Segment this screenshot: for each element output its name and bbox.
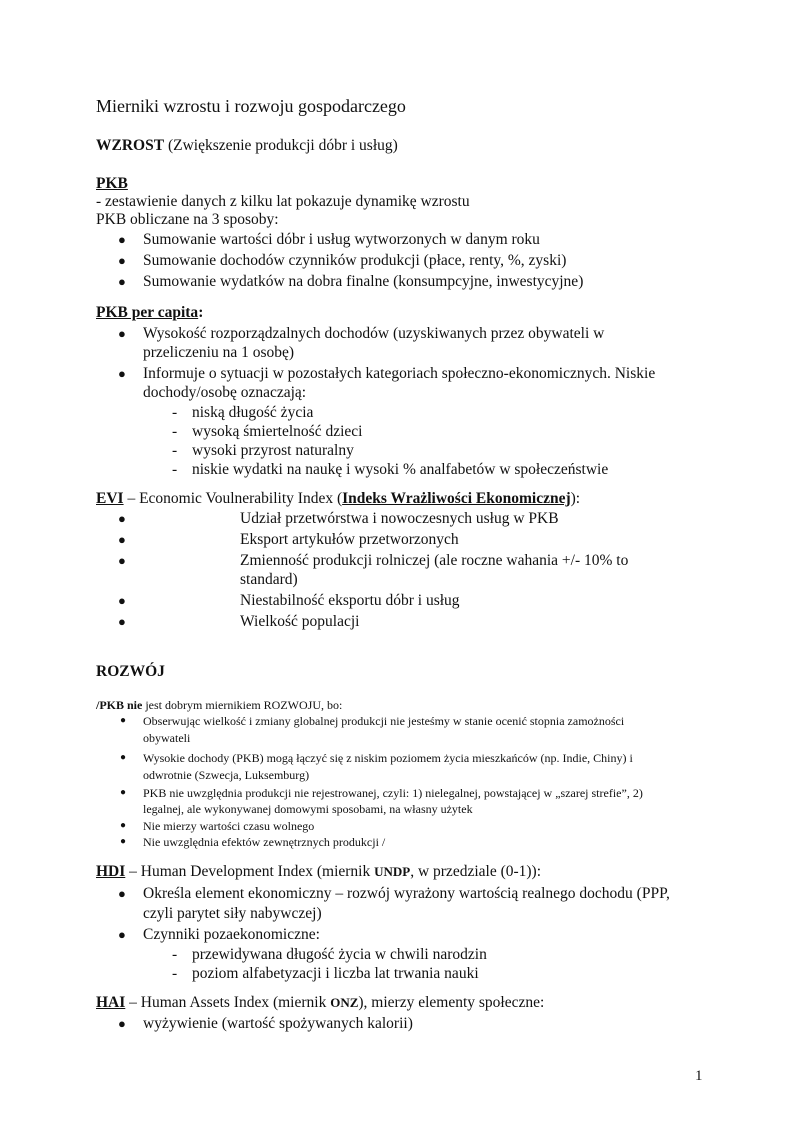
dash-bullet: - <box>172 461 178 478</box>
hdi-undp: UNDP <box>374 864 411 879</box>
bullet-icon: ● <box>120 820 127 831</box>
pkb-pc-item2-line2: dochody/osobę oznaczają: <box>143 384 307 401</box>
bullet-icon: ● <box>120 836 127 847</box>
hdi-item2: Czynniki pozaekonomiczne: <box>143 926 320 943</box>
dash-bullet: - <box>172 946 178 963</box>
rozwoj-b3-line2: legalnej, ale wykonywanej domowymi sposobami, na własny użytek <box>143 802 473 816</box>
dash-bullet: - <box>172 423 178 440</box>
bullet-icon: ● <box>118 593 126 608</box>
hai-desc1: – Human Assets Index (miernik <box>125 994 331 1011</box>
evi-item: Eksport artykułów przetworzonych <box>240 531 459 548</box>
bullet-icon: ● <box>118 366 126 381</box>
hdi-heading <box>96 862 541 882</box>
wzrost-label: WZROST <box>96 137 165 154</box>
bullet-icon: ● <box>118 927 126 942</box>
pkb-pc-subitem: niskie wydatki na naukę i wysoki % analfabetów w społeczeństwie <box>192 461 609 478</box>
hdi-abbr: HDI <box>96 863 126 880</box>
bullet-icon: ● <box>118 274 126 289</box>
rozwoj-b2-line2: odwrotnie (Szwecja, Luksemburg) <box>143 768 310 782</box>
pkb-pc-item1-line1: Wysokość rozporządzalnych dochodów (uzyskiwanych przez obywateli w <box>143 325 605 342</box>
hdi-desc2: , w przedziale (0-1)): <box>410 863 542 880</box>
rozwoj-b3-line1: PKB nie uwzględnia produkcji nie rejestrowanej, czyli: 1) nielegalnej, powstającej w „szarej strefie”, 2) <box>143 786 643 800</box>
bullet-icon: ● <box>118 232 126 247</box>
evi-item-continued: standard) <box>240 571 298 588</box>
bullet-icon: ● <box>118 532 126 547</box>
pkb-pc-subitem: wysoki przyrost naturalny <box>192 442 354 459</box>
pkb-line1: - zestawienie danych z kilku lat pokazuje dynamikę wzrostu <box>96 193 470 210</box>
rozwoj-b2-line1: Wysokie dochody (PKB) mogą łączyć się z niskim poziomem życia mieszkańców (np. Indie, Chiny) i <box>143 751 633 765</box>
wzrost-desc: (Zwiększenie produkcji dóbr i usług) <box>164 137 398 154</box>
hai-desc2: ), mierzy elementy społeczne: <box>358 994 545 1011</box>
pkb-per-capita-colon: : <box>198 304 204 321</box>
hai-heading <box>96 993 544 1013</box>
pkb-heading: PKB <box>96 175 128 192</box>
bullet-icon: ● <box>118 614 126 629</box>
bullet-icon: ● <box>118 253 126 268</box>
dash-bullet: - <box>172 965 178 982</box>
dash-bullet: - <box>172 404 178 421</box>
hdi-item1-line1: Określa element ekonomiczny – rozwój wyrażony wartością realnego dochodu (PPP, <box>143 885 670 902</box>
bullet-icon: ● <box>118 553 126 568</box>
evi-pl-name: Indeks Wrażliwości Ekonomicznej <box>342 490 571 507</box>
pkb-pc-subitem: wysoką śmiertelność dzieci <box>192 423 363 440</box>
bullet-icon: ● <box>118 326 126 341</box>
evi-item: Udział przetwórstwa i nowoczesnych usług w PKB <box>240 510 559 527</box>
bullet-icon: ● <box>120 752 127 763</box>
rozwoj-b1-line2: obywateli <box>143 731 191 745</box>
wzrost-line <box>96 136 398 156</box>
rozwoj-intro <box>96 697 342 713</box>
hdi-desc1: – Human Development Index (miernik <box>125 863 375 880</box>
rozwoj-b4: Nie mierzy wartości czasu wolnego <box>143 819 315 833</box>
pkb-per-capita-label: PKB per capita <box>96 304 199 321</box>
rozwoj-heading: ROZWÓJ <box>96 663 165 680</box>
evi-item: Zmienność produkcji rolniczej (ale roczne wahania +/- 10% to <box>240 552 629 569</box>
rozwoj-intro-bold: /PKB nie <box>96 698 143 712</box>
rozwoj-b1-line1: Obserwując wielkość i zmiany globalnej produkcji nie jesteśmy w stanie ocenić stopnia zamożności <box>143 714 625 728</box>
pkb-item: Sumowanie wartości dóbr i usług wytworzonych w danym roku <box>143 231 540 248</box>
page-number: 1 <box>695 1068 703 1084</box>
rozwoj-intro-rest: jest dobrym miernikiem ROZWOJU, bo: <box>142 698 343 712</box>
hai-abbr: HAI <box>96 994 126 1011</box>
evi-abbr: EVI <box>96 490 124 507</box>
hdi-subitem: przewidywana długość życia w chwili narodzin <box>192 946 487 963</box>
pkb-pc-item1-line2: przeliczeniu na 1 osobę) <box>143 344 295 361</box>
pkb-line2: PKB obliczane na 3 sposoby: <box>96 211 279 228</box>
bullet-icon: ● <box>120 787 127 798</box>
hai-onz: ONZ <box>330 995 359 1010</box>
hdi-subitem: poziom alfabetyzacji i liczba lat trwania nauki <box>192 965 479 982</box>
evi-heading <box>96 489 580 509</box>
pkb-item: Sumowanie wydatków na dobra finalne (konsumpcyjne, inwestycyjne) <box>143 273 584 290</box>
hdi-item1-line2: czyli parytet siły nabywczej) <box>143 905 322 922</box>
page-title: Mierniki wzrostu i rozwoju gospodarczego <box>96 96 406 116</box>
bullet-icon: ● <box>120 715 127 726</box>
evi-item: Niestabilność eksportu dóbr i usług <box>240 592 460 609</box>
pkb-item: Sumowanie dochodów czynników produkcji (płace, renty, %, zyski) <box>143 252 567 269</box>
pkb-per-capita-heading <box>96 303 203 323</box>
dash-bullet: - <box>172 442 178 459</box>
rozwoj-b5: Nie uwzględnia efektów zewnętrznych produkcji / <box>143 835 386 849</box>
bullet-icon: ● <box>118 1016 126 1031</box>
bullet-icon: ● <box>118 511 126 526</box>
evi-desc: – Economic Voulnerability Index ( <box>123 490 343 507</box>
pkb-pc-subitem: niską długość życia <box>192 404 314 421</box>
evi-item: Wielkość populacji <box>240 613 360 630</box>
bullet-icon: ● <box>118 886 126 901</box>
hai-item1: wyżywienie (wartość spożywanych kalorii) <box>143 1015 413 1032</box>
pkb-pc-item2-line1: Informuje o sytuacji w pozostałych kategoriach społeczno-ekonomicznych. Niskie <box>143 365 656 382</box>
evi-close: ): <box>570 490 581 507</box>
